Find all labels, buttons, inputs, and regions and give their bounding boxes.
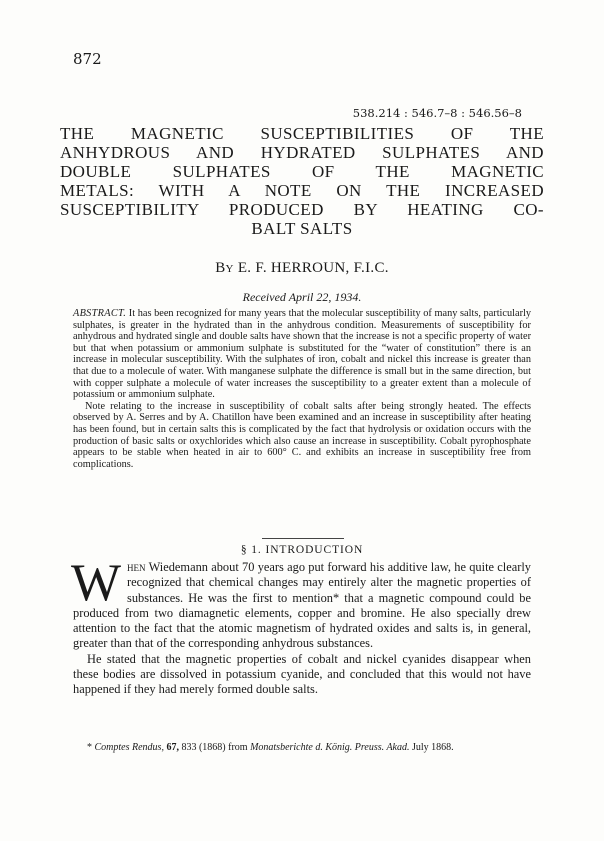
title-line: ANHYDROUS AND HYDRATED SULPHATES AND: [60, 143, 544, 162]
abstract-label: ABSTRACT.: [73, 308, 127, 319]
body-paragraph-text: Wiedemann about 70 years ago put forward his additive law, he quite clearly recognized that chemical changes may entirely alter the magnetic properties of substances. He was the first to mention* that a magnetic compound could be produced from two diamagnetic elements, copper and bromine. He also specially drew attention to the fact that the atomic magnetism of hydrated oxides and salts is, in general, greater than that of the corresponding anhydrous substances.: [73, 560, 531, 651]
title-line: METALS: WITH A NOTE ON THE INCREASED: [60, 181, 544, 200]
footnote-marker: *: [87, 742, 92, 753]
abstract-paragraph: [73, 308, 531, 401]
received-date: [0, 290, 604, 305]
page-number: 872: [73, 50, 102, 68]
footnote-journal: Comptes Rendus,: [94, 742, 164, 753]
body-paragraph: [71, 554, 531, 652]
abstract: [73, 308, 531, 470]
footnote-date: July 1868.: [412, 742, 454, 753]
footnote: [73, 742, 531, 754]
body-text: [71, 554, 531, 698]
drop-cap: W: [71, 554, 122, 612]
title-line: SUSCEPTIBILITY PRODUCED BY HEATING CO-: [60, 200, 544, 219]
byline-prefix: By: [215, 260, 234, 276]
author-name: E. F. HERROUN, F.I.C.: [237, 260, 389, 276]
title-line: DOUBLE SULPHATES OF THE MAGNETIC: [60, 162, 544, 181]
title-line: THE MAGNETIC SUSCEPTIBILITIES OF THE: [60, 124, 544, 143]
title-line: BALT SALTS: [251, 219, 353, 238]
article-title: [60, 124, 544, 238]
section-heading: § 1. INTRODUCTION: [240, 544, 364, 556]
footnote-source: Monatsberichte d. König. Preuss. Akad.: [250, 742, 410, 753]
abstract-text: It has been recognized for many years that the molecular susceptibility of many salts, particularly sulphates, is greater in the hydrated than in the anhydrous condition. Measurements of susceptibility for anhydrous and hydrated single and double salts have shown that the increase is not a specific property of water but that when potassium or ammonium sulphate is substituted for the “water of constitution” there is an increase in molecular susceptibility. With the sulphates of iron, cobalt and nickel this increase is greater than that due to a molecule of water. With manganese sulphate the difference is small but in the same direction, but with copper sulphate a molecule of water increases the susceptibility to a greater extent than a molecule of potassium or ammonium sulphate.: [73, 308, 532, 401]
footnote-volume: 67,: [166, 742, 179, 753]
received-prefix: Received: [242, 290, 286, 304]
section-divider: [262, 538, 344, 539]
body-paragraph: He stated that the magnetic properties of cobalt and nickel cyanides disappear when these bodies are dissolved in potassium cyanide, and concluded that this would not have happened if they had merely formed double salts.: [73, 651, 531, 697]
lead-word: hen: [127, 560, 146, 574]
received-value: April 22, 1934.: [288, 290, 362, 304]
author-byline: [0, 260, 604, 277]
classification-code: 538.214 : 546.7–8 : 546.56–8: [352, 106, 522, 120]
abstract-note: Note relating to the increase in susceptibility of cobalt salts after being strongly heated. The effects observed by A. Serres and by A. Chatillon have been examined and an increase in susceptibility after heating has been found, but in certain salts this is complicated by the fact that hydrolysis or oxidation occurs with the production of basic salts or oxychlorides which also cause an increase in susceptibility. Cobalt pyrophosphate appears to be stable when heated in air to 600° C. and exhibits an increase in susceptibility free from complications.: [73, 400, 531, 470]
footnote-citation: 833 (1868) from: [181, 742, 248, 753]
